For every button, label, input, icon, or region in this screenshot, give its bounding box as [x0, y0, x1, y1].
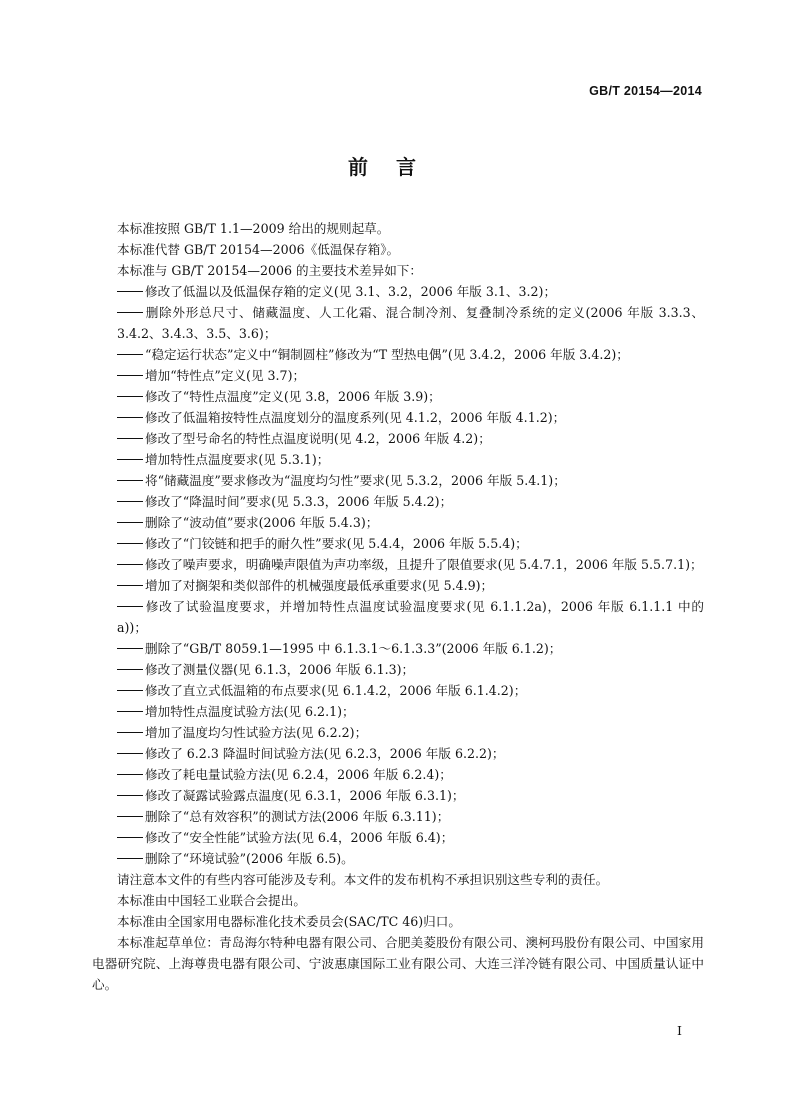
- em-dash-marker: [117, 690, 143, 691]
- standard-number: GB/T 20154—2014: [589, 84, 702, 98]
- em-dash-marker: [117, 648, 143, 649]
- intro-paragraph-1: 本标准按照 GB/T 1.1—2009 给出的规则起草。: [117, 221, 390, 236]
- difference-item-text: 删除了“GB/T 8059.1—1995 中 6.1.3.1～6.1.3.3”(2006 年版 6.1.2)；: [145, 641, 562, 656]
- difference-item-text: 增加“特性点”定义(见 3.7)；: [145, 368, 306, 383]
- em-dash-marker: [117, 837, 143, 838]
- difference-item-text: 修改了直立式低温箱的布点要求(见 6.1.4.2，2006 年版 6.1.4.2)；: [145, 683, 527, 698]
- difference-item-text: “稳定运行状态”定义中“铜制圆柱”修改为“T 型热电偶”(见 3.4.2，2006 年版 3.4.2)；: [145, 347, 629, 362]
- difference-item: [92, 449, 704, 470]
- em-dash-marker: [117, 585, 143, 586]
- difference-item: [92, 491, 704, 512]
- difference-item: [92, 512, 704, 533]
- em-dash-marker: [117, 711, 143, 712]
- difference-item: [92, 638, 704, 659]
- difference-item: [92, 743, 704, 764]
- em-dash-marker: [117, 375, 143, 376]
- em-dash-marker: [117, 312, 143, 313]
- em-dash-marker: [117, 291, 143, 292]
- em-dash-marker: [117, 459, 143, 460]
- difference-item-text: 删除外形总尺寸、储藏温度、人工化霜、混合制冷剂、复叠制冷系统的定义(2006 年版 3.3.3、3.4.2、3.4.3、3.5、3.6)；: [117, 305, 704, 341]
- difference-item-text: 修改了“特性点温度”定义(见 3.8，2006 年版 3.9)；: [145, 389, 441, 404]
- proposer-paragraph: 本标准由中国轻工业联合会提出。: [117, 893, 306, 908]
- em-dash-marker: [117, 732, 143, 733]
- difference-item-text: 修改了凝露试验露点温度(见 6.3.1，2006 年版 6.3.1)；: [145, 788, 465, 803]
- em-dash-marker: [117, 354, 143, 355]
- difference-list: [92, 281, 704, 869]
- difference-item-text: 修改了“降温时间”要求(见 5.3.3，2006 年版 5.4.2)；: [145, 494, 453, 509]
- em-dash-marker: [117, 396, 143, 397]
- difference-item: [92, 575, 704, 596]
- difference-item-text: 删除了“波动值”要求(2006 年版 5.4.3)；: [145, 515, 379, 530]
- drafting-units-paragraph: 本标准起草单位：青岛海尔特种电器有限公司、合肥美菱股份有限公司、澳柯玛股份有限公司、中国家用电器研究院、上海尊贵电器有限公司、宁波惠康国际工业有限公司、大连三洋冷链有限公司、中国质量认证中心。: [92, 935, 704, 992]
- patent-notice: 请注意本文件的有些内容可能涉及专利。本文件的发布机构不承担识别这些专利的责任。: [117, 872, 609, 887]
- difference-item: [92, 407, 704, 428]
- em-dash-marker: [117, 438, 143, 439]
- em-dash-marker: [117, 417, 143, 418]
- difference-item: [92, 764, 704, 785]
- em-dash-marker: [117, 795, 143, 796]
- em-dash-marker: [117, 564, 143, 565]
- difference-item-text: 修改了耗电量试验方法(见 6.2.4，2006 年版 6.2.4)；: [145, 767, 452, 782]
- difference-item-text: 删除了“总有效容积”的测试方法(2006 年版 6.3.11)；: [145, 809, 450, 824]
- difference-item-text: 增加特性点温度要求(见 5.3.1)；: [145, 452, 330, 467]
- intro-paragraph-2: 本标准代替 GB/T 20154—2006《低温保存箱》。: [117, 242, 400, 257]
- difference-item-text: 修改了“门铰链和把手的耐久性”要求(见 5.4.4，2006 年版 5.5.4)；: [145, 536, 528, 551]
- page-title: 前言: [348, 155, 444, 179]
- em-dash-marker: [117, 816, 143, 817]
- difference-item-text: 修改了低温以及低温保存箱的定义(见 3.1、3.2，2006 年版 3.1、3.2)；: [145, 284, 557, 299]
- difference-item: [92, 785, 704, 806]
- difference-item: [92, 680, 704, 701]
- difference-item: [92, 554, 704, 575]
- em-dash-marker: [117, 543, 143, 544]
- em-dash-marker: [117, 753, 143, 754]
- em-dash-marker: [117, 669, 143, 670]
- difference-item: [92, 470, 704, 491]
- difference-item: [92, 533, 704, 554]
- difference-item: [92, 386, 704, 407]
- difference-item: [92, 344, 704, 365]
- difference-item: [92, 281, 704, 302]
- difference-item-text: 增加特性点温度试验方法(见 6.2.1)；: [145, 704, 355, 719]
- difference-item-text: 修改了试验温度要求，并增加特性点温度试验温度要求(见 6.1.1.2a)，2006 年版 6.1.1.1 中的 a))；: [117, 599, 704, 635]
- difference-item: [92, 701, 704, 722]
- committee-paragraph: 本标准由全国家用电器标准化技术委员会(SAC/TC 46)归口。: [117, 914, 461, 929]
- difference-item-text: 修改了低温箱按特性点温度划分的温度系列(见 4.1.2，2006 年版 4.1.2)；: [145, 410, 566, 425]
- difference-item: [92, 848, 704, 869]
- difference-item: [92, 722, 704, 743]
- difference-item-text: 修改了测量仪器(见 6.1.3，2006 年版 6.1.3)；: [145, 662, 415, 677]
- difference-item: [92, 827, 704, 848]
- difference-item: [92, 302, 704, 344]
- difference-item-text: 修改了噪声要求，明确噪声限值为声功率级，且提升了限值要求(见 5.4.7.1，2006 年版 5.5.7.1)；: [145, 557, 703, 572]
- em-dash-marker: [117, 606, 143, 607]
- difference-item-text: 修改了型号命名的特性点温度说明(见 4.2，2006 年版 4.2)；: [145, 431, 491, 446]
- em-dash-marker: [117, 858, 143, 859]
- difference-item: [92, 659, 704, 680]
- intro-paragraph-3: 本标准与 GB/T 20154—2006 的主要技术差异如下：: [117, 263, 422, 278]
- difference-item: [92, 806, 704, 827]
- difference-item-text: 修改了 6.2.3 降温时间试验方法(见 6.2.3，2006 年版 6.2.2)；: [145, 746, 505, 761]
- em-dash-marker: [117, 774, 143, 775]
- em-dash-marker: [117, 480, 143, 481]
- em-dash-marker: [117, 501, 143, 502]
- page-number: I: [677, 1023, 682, 1038]
- difference-item-text: 将“储藏温度”要求修改为“温度均匀性”要求(见 5.3.2，2006 年版 5.4.1)；: [145, 473, 566, 488]
- foreword-body: [92, 218, 704, 995]
- difference-item-text: 删除了“环境试验”(2006 年版 6.5)。: [145, 851, 354, 866]
- difference-item-text: 增加了对搁架和类似部件的机械强度最低承重要求(见 5.4.9)；: [145, 578, 494, 593]
- difference-item-text: 修改了“安全性能”试验方法(见 6.4，2006 年版 6.4)；: [145, 830, 454, 845]
- difference-item-text: 增加了温度均匀性试验方法(见 6.2.2)；: [145, 725, 368, 740]
- em-dash-marker: [117, 522, 143, 523]
- difference-item: [92, 365, 704, 386]
- difference-item: [92, 428, 704, 449]
- difference-item: [92, 596, 704, 638]
